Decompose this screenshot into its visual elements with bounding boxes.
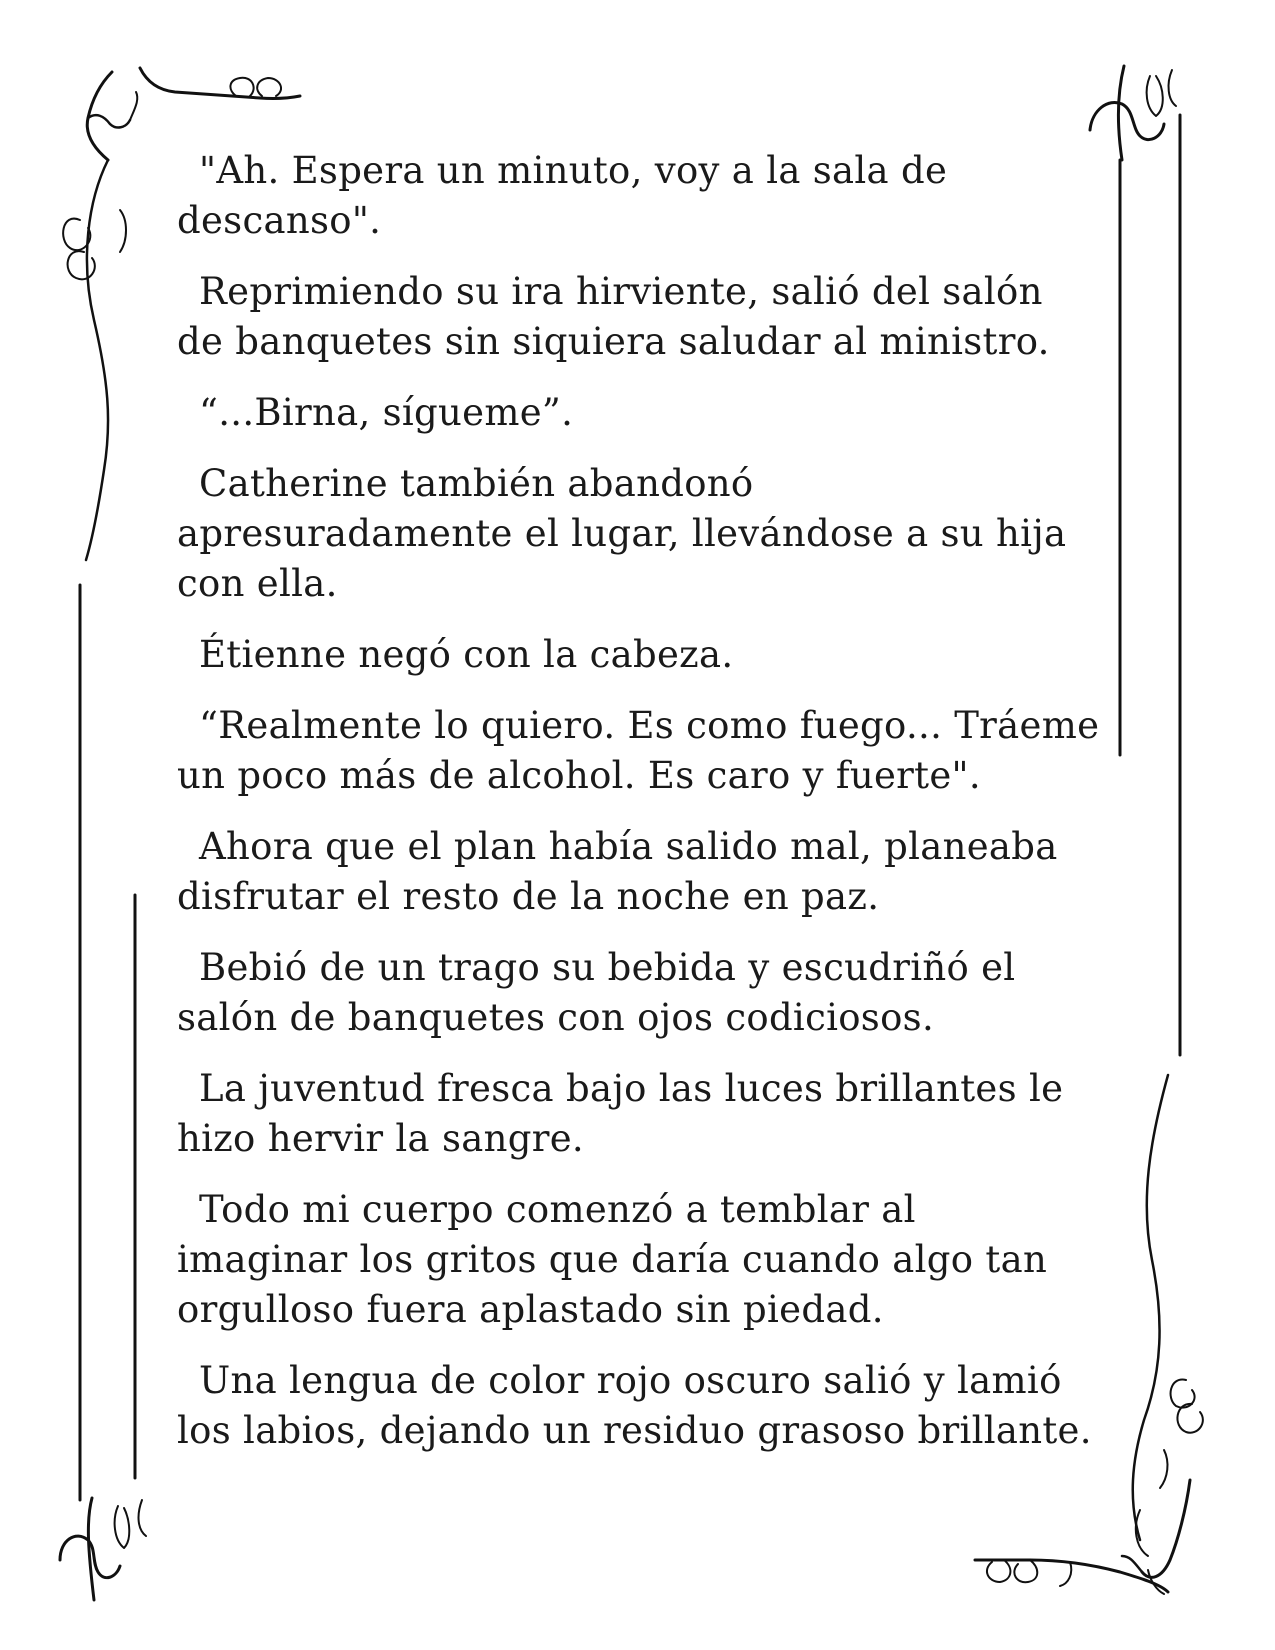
paragraph: Reprimiendo su ira hirviente, salió del salón de banquetes sin siquiera saludar al ministro. <box>177 270 1050 363</box>
paragraph: “Realmente lo quiero. Es como fuego... Tráeme un poco más de alcohol. Es caro y fuerte". <box>177 704 1100 797</box>
paragraph: Ahora que el plan había salido mal, planeaba disfrutar el resto de la noche en paz. <box>177 825 1058 918</box>
paragraph: Catherine también abandonó apresuradamente el lugar, llevándose a su hija con ella. <box>177 462 1067 605</box>
right-vine-line <box>1133 1075 1168 1540</box>
flourish-bottom-left-icon <box>60 1498 146 1600</box>
paragraph: La juventud fresca bajo las luces brillantes le hizo hervir la sangre. <box>177 1067 1064 1160</box>
paragraph: “...Birna, sígueme”. <box>199 391 574 434</box>
paragraph: Todo mi cuerpo comenzó a temblar al imaginar los gritos que daría cuando algo tan orgulloso fuera aplastado sin piedad. <box>177 1188 1048 1331</box>
paragraph: Una lengua de color rojo oscuro salió y lamió los labios, dejando un residuo grasoso brillante. <box>177 1359 1092 1452</box>
paragraph: Étienne negó con la cabeza. <box>199 633 734 676</box>
paragraph: Bebió de un trago su bebida y escudriñó el salón de banquetes con ojos codiciosos. <box>177 946 1016 1039</box>
paragraph: "Ah. Espera un minuto, voy a la sala de descanso". <box>177 149 948 242</box>
story-text <box>177 146 1112 1477</box>
